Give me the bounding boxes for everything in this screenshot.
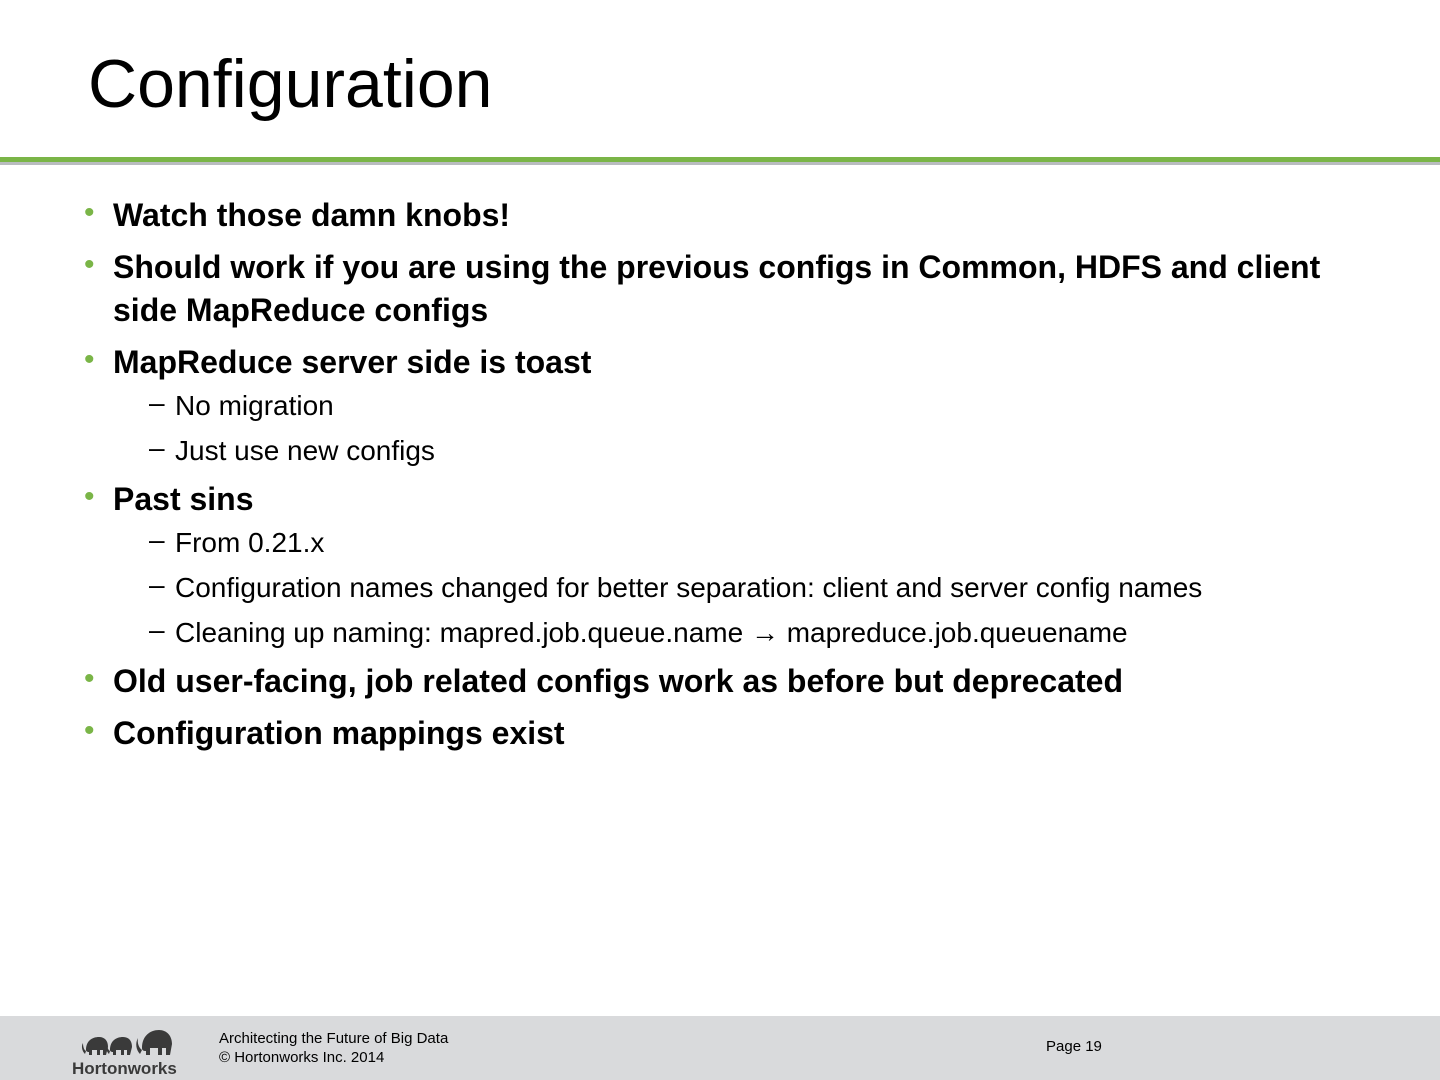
sub-bullet-text: From 0.21.x: [175, 527, 325, 558]
sub-bullet-text: Just use new configs: [175, 435, 435, 466]
bullet-text: Past sins: [113, 481, 254, 517]
logo-wordmark: Hortonworks: [72, 1059, 177, 1078]
sub-bullet-list: [113, 524, 1384, 651]
bullet-item: [84, 246, 1384, 332]
sub-bullet-list: [113, 387, 1384, 469]
sub-bullet-text: No migration: [175, 390, 334, 421]
sub-bullet-dash: –: [149, 524, 165, 555]
hortonworks-logo: [70, 1026, 190, 1078]
slide-title: Configuration: [88, 46, 493, 122]
bullet-text: MapReduce server side is toast: [113, 344, 592, 380]
sub-bullet-text: Configuration names changed for better separation: client and server config names: [175, 572, 1203, 603]
sub-bullet-dash: –: [149, 569, 165, 600]
bullet-dot: •: [84, 662, 95, 695]
bullet-text: Watch those damn knobs!: [113, 197, 511, 233]
bullet-item: [84, 660, 1384, 703]
bullet-list: [84, 194, 1384, 764]
sub-bullet-item: [113, 387, 1384, 424]
bullet-dot: •: [84, 343, 95, 376]
sub-bullet-dash: –: [149, 387, 165, 418]
bullet-text: Should work if you are using the previous configs in Common, HDFS and client side MapReduce configs: [113, 249, 1321, 328]
sub-bullet-item: [113, 432, 1384, 469]
bullet-dot: •: [84, 480, 95, 513]
bullet-item: [84, 712, 1384, 755]
title-divider-grey: [0, 162, 1440, 165]
bullet-text: Configuration mappings exist: [113, 715, 565, 751]
bullet-item: [84, 194, 1384, 237]
sub-bullet-dash: –: [149, 614, 165, 645]
bullet-dot: •: [84, 714, 95, 747]
footer-caption: [219, 1029, 448, 1067]
page-number: Page 19: [1046, 1038, 1102, 1055]
sub-bullet-dash: –: [149, 432, 165, 463]
bullet-text: Old user-facing, job related configs work as before but deprecated: [113, 663, 1123, 699]
elephant-herd-icon: [82, 1030, 172, 1055]
sub-bullet-item: [113, 524, 1384, 561]
slide-footer: [0, 1016, 1440, 1080]
sub-bullet-text: Cleaning up naming: mapred.job.queue.name → mapreduce.job.queuename: [175, 617, 1128, 648]
sub-bullet-item: [113, 614, 1384, 651]
sub-bullet-item: [113, 569, 1384, 606]
bullet-dot: •: [84, 248, 95, 281]
footer-tagline: Architecting the Future of Big Data: [219, 1030, 449, 1047]
bullet-item: [84, 341, 1384, 469]
bullet-dot: •: [84, 196, 95, 229]
footer-copyright: © Hortonworks Inc. 2014: [219, 1049, 385, 1066]
bullet-item: [84, 478, 1384, 651]
